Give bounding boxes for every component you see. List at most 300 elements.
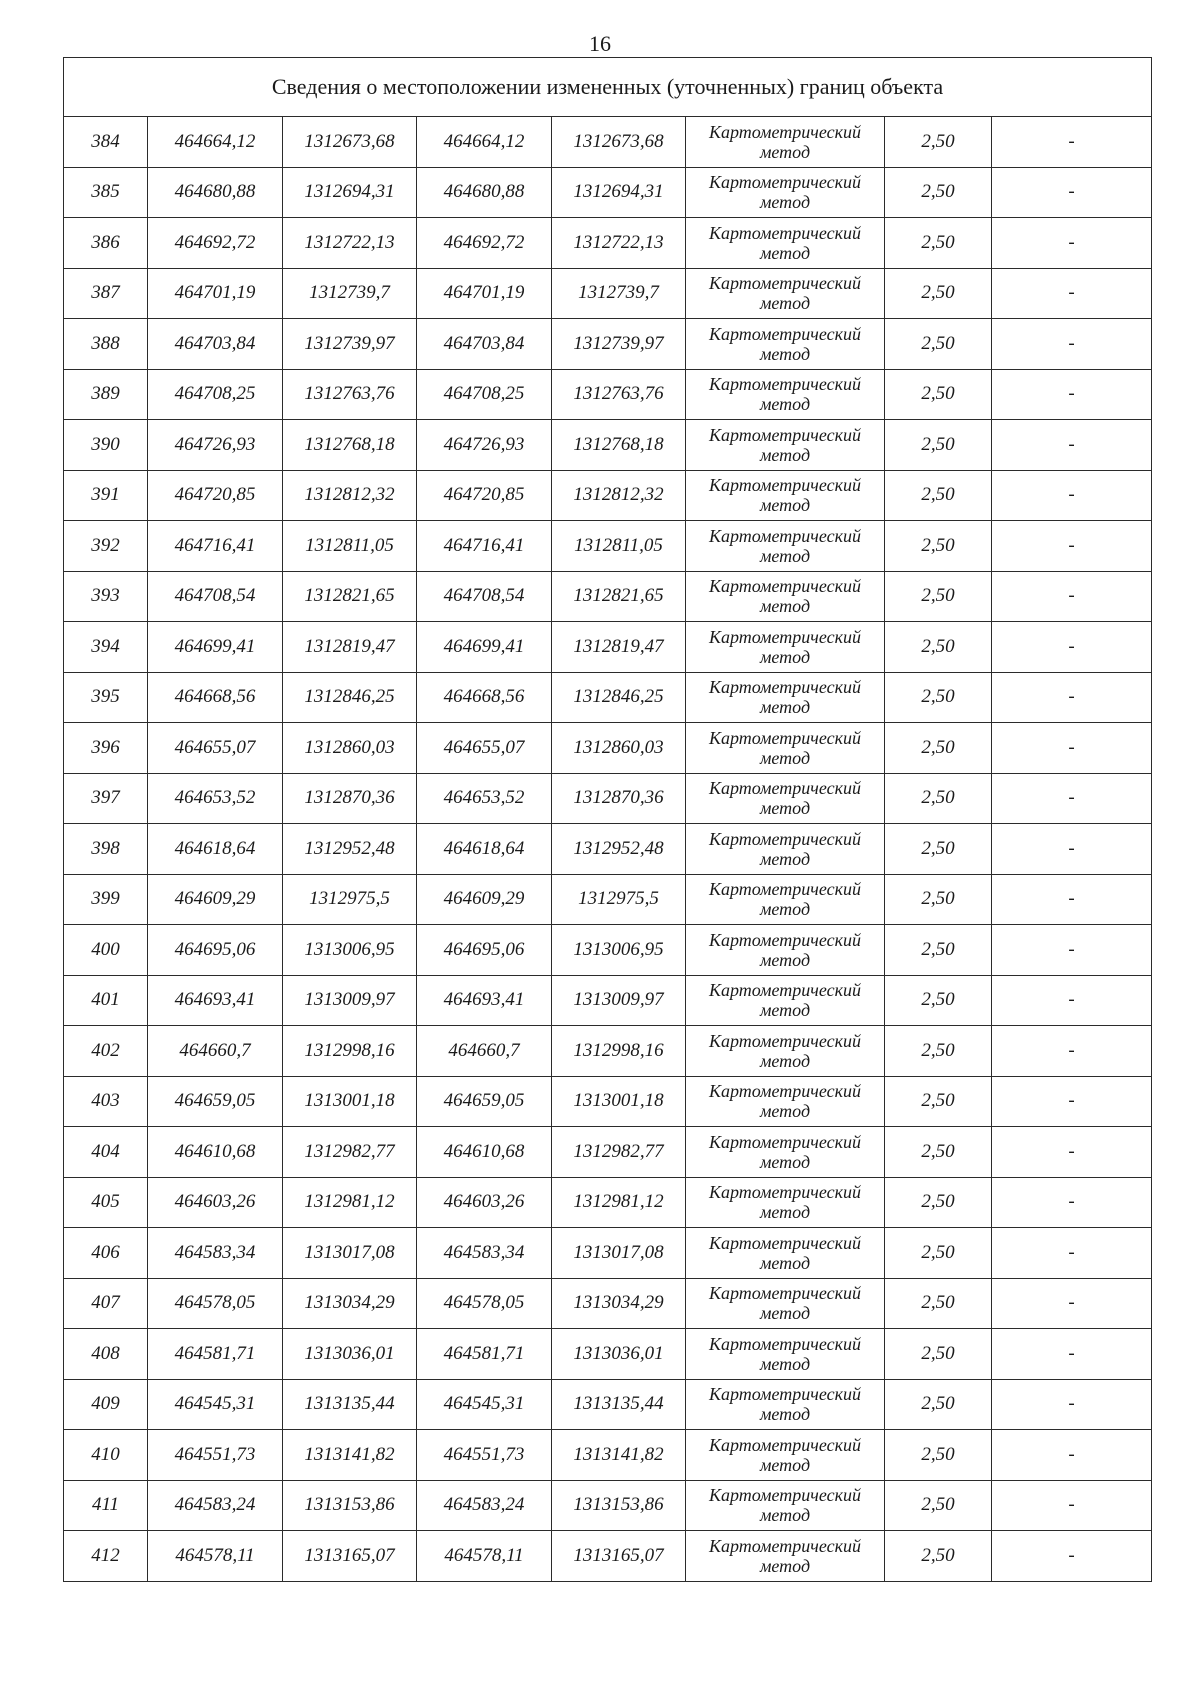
existing-y-cell: 1313036,01 [283, 1329, 417, 1380]
updated-y-cell: 1312952,48 [552, 824, 686, 875]
point-number-cell: 400 [64, 925, 148, 976]
updated-y-cell: 1312998,16 [552, 1026, 686, 1077]
method-cell [686, 824, 885, 875]
table-row [64, 470, 1152, 521]
note-cell: - [992, 1228, 1152, 1279]
updated-x-cell: 464695,06 [417, 925, 552, 976]
accuracy-cell: 2,50 [885, 420, 992, 471]
method-cell [686, 925, 885, 976]
method-line-1: Картометрический [708, 273, 861, 294]
note-cell: - [992, 167, 1152, 218]
existing-y-cell: 1312860,03 [283, 723, 417, 774]
updated-x-cell: 464610,68 [417, 1127, 552, 1178]
point-number-cell: 384 [64, 117, 148, 168]
existing-x-cell: 464653,52 [148, 773, 283, 824]
existing-x-cell: 464578,05 [148, 1278, 283, 1329]
table-row [64, 975, 1152, 1026]
table-row [64, 1480, 1152, 1531]
note-cell: - [992, 1076, 1152, 1127]
existing-y-cell: 1313006,95 [283, 925, 417, 976]
updated-y-cell: 1312975,5 [552, 874, 686, 925]
updated-x-cell: 464726,93 [417, 420, 552, 471]
note-cell: - [992, 1026, 1152, 1077]
existing-y-cell: 1312763,76 [283, 369, 417, 420]
note-cell: - [992, 622, 1152, 673]
existing-x-cell: 464545,31 [148, 1379, 283, 1430]
point-number-cell: 385 [64, 167, 148, 218]
accuracy-cell: 2,50 [885, 521, 992, 572]
updated-x-cell: 464680,88 [417, 167, 552, 218]
method-line-1: Картометрический [708, 828, 861, 849]
point-number-cell: 394 [64, 622, 148, 673]
updated-x-cell: 464668,56 [417, 672, 552, 723]
updated-y-cell: 1312811,05 [552, 521, 686, 572]
existing-y-cell: 1313009,97 [283, 975, 417, 1026]
existing-y-cell: 1312739,97 [283, 319, 417, 370]
point-number-cell: 402 [64, 1026, 148, 1077]
table-title: Сведения о местоположении измененных (уточненных) границ объекта [64, 58, 1152, 117]
accuracy-cell: 2,50 [885, 1480, 992, 1531]
method-line-2: метод [759, 1353, 811, 1374]
accuracy-cell: 2,50 [885, 1379, 992, 1430]
accuracy-cell: 2,50 [885, 1531, 992, 1582]
boundary-coordinates-table [63, 57, 1152, 1582]
method-line-2: метод [759, 697, 811, 718]
updated-x-cell: 464581,71 [417, 1329, 552, 1380]
updated-y-cell: 1312768,18 [552, 420, 686, 471]
table-row [64, 1430, 1152, 1481]
table-row [64, 672, 1152, 723]
updated-x-cell: 464716,41 [417, 521, 552, 572]
existing-x-cell: 464655,07 [148, 723, 283, 774]
point-number-cell: 388 [64, 319, 148, 370]
table-row [64, 167, 1152, 218]
updated-x-cell: 464699,41 [417, 622, 552, 673]
note-cell: - [992, 117, 1152, 168]
method-cell [686, 773, 885, 824]
method-cell [686, 218, 885, 269]
method-line-1: Картометрический [708, 121, 861, 142]
method-line-1: Картометрический [708, 424, 861, 445]
existing-x-cell: 464701,19 [148, 268, 283, 319]
updated-y-cell: 1313153,86 [552, 1480, 686, 1531]
updated-y-cell: 1312819,47 [552, 622, 686, 673]
method-line-1: Картометрический [708, 1232, 861, 1253]
updated-x-cell: 464653,52 [417, 773, 552, 824]
method-line-2: метод [759, 1505, 811, 1526]
existing-x-cell: 464578,11 [148, 1531, 283, 1582]
note-cell: - [992, 319, 1152, 370]
point-number-cell: 403 [64, 1076, 148, 1127]
table-row [64, 369, 1152, 420]
point-number-cell: 387 [64, 268, 148, 319]
method-cell [686, 470, 885, 521]
existing-y-cell: 1312975,5 [283, 874, 417, 925]
existing-y-cell: 1313001,18 [283, 1076, 417, 1127]
note-cell: - [992, 1177, 1152, 1228]
table-row [64, 1127, 1152, 1178]
note-cell: - [992, 470, 1152, 521]
updated-x-cell: 464693,41 [417, 975, 552, 1026]
method-cell [686, 420, 885, 471]
method-line-1: Картометрический [708, 525, 861, 546]
table-row [64, 723, 1152, 774]
table-row [64, 521, 1152, 572]
point-number-cell: 390 [64, 420, 148, 471]
method-line-1: Картометрический [708, 727, 861, 748]
point-number-cell: 404 [64, 1127, 148, 1178]
updated-y-cell: 1312694,31 [552, 167, 686, 218]
table-body [64, 117, 1152, 1582]
method-line-2: метод [759, 1404, 811, 1425]
accuracy-cell: 2,50 [885, 1329, 992, 1380]
updated-y-cell: 1312870,36 [552, 773, 686, 824]
method-cell [686, 167, 885, 218]
existing-y-cell: 1312812,32 [283, 470, 417, 521]
accuracy-cell: 2,50 [885, 1076, 992, 1127]
accuracy-cell: 2,50 [885, 470, 992, 521]
existing-y-cell: 1313034,29 [283, 1278, 417, 1329]
existing-y-cell: 1313141,82 [283, 1430, 417, 1481]
existing-x-cell: 464551,73 [148, 1430, 283, 1481]
updated-y-cell: 1313001,18 [552, 1076, 686, 1127]
updated-y-cell: 1313034,29 [552, 1278, 686, 1329]
accuracy-cell: 2,50 [885, 268, 992, 319]
updated-x-cell: 464664,12 [417, 117, 552, 168]
accuracy-cell: 2,50 [885, 773, 992, 824]
method-line-2: метод [759, 949, 811, 970]
existing-x-cell: 464680,88 [148, 167, 283, 218]
updated-x-cell: 464655,07 [417, 723, 552, 774]
updated-x-cell: 464703,84 [417, 319, 552, 370]
method-line-2: метод [759, 1202, 811, 1223]
updated-x-cell: 464551,73 [417, 1430, 552, 1481]
method-line-1: Картометрический [708, 626, 861, 647]
existing-x-cell: 464618,64 [148, 824, 283, 875]
table-row [64, 319, 1152, 370]
updated-y-cell: 1313036,01 [552, 1329, 686, 1380]
accuracy-cell: 2,50 [885, 1127, 992, 1178]
method-cell [686, 672, 885, 723]
existing-x-cell: 464660,7 [148, 1026, 283, 1077]
method-line-2: метод [759, 1050, 811, 1071]
existing-y-cell: 1312982,77 [283, 1127, 417, 1178]
method-cell [686, 622, 885, 673]
method-line-1: Картометрический [708, 929, 861, 950]
method-line-1: Картометрический [708, 1434, 861, 1455]
method-cell [686, 1026, 885, 1077]
method-line-2: метод [759, 1000, 811, 1021]
method-line-1: Картометрический [708, 1030, 861, 1051]
existing-y-cell: 1312846,25 [283, 672, 417, 723]
existing-x-cell: 464708,54 [148, 571, 283, 622]
point-number-cell: 392 [64, 521, 148, 572]
note-cell: - [992, 1379, 1152, 1430]
updated-y-cell: 1312860,03 [552, 723, 686, 774]
method-line-2: метод [759, 1555, 811, 1576]
updated-x-cell: 464545,31 [417, 1379, 552, 1430]
existing-y-cell: 1312981,12 [283, 1177, 417, 1228]
updated-y-cell: 1313006,95 [552, 925, 686, 976]
note-cell: - [992, 1278, 1152, 1329]
updated-y-cell: 1312739,7 [552, 268, 686, 319]
method-line-2: метод [759, 798, 811, 819]
existing-y-cell: 1312821,65 [283, 571, 417, 622]
method-cell [686, 874, 885, 925]
method-line-2: метод [759, 747, 811, 768]
method-line-1: Картометрический [708, 1333, 861, 1354]
existing-x-cell: 464695,06 [148, 925, 283, 976]
method-line-2: метод [759, 1303, 811, 1324]
existing-y-cell: 1313153,86 [283, 1480, 417, 1531]
method-cell [686, 1228, 885, 1279]
existing-y-cell: 1312673,68 [283, 117, 417, 168]
note-cell: - [992, 723, 1152, 774]
method-line-1: Картометрический [708, 1182, 861, 1203]
method-line-1: Картометрический [708, 778, 861, 799]
note-cell: - [992, 975, 1152, 1026]
note-cell: - [992, 420, 1152, 471]
note-cell: - [992, 1329, 1152, 1380]
table-row [64, 1278, 1152, 1329]
method-line-1: Картометрический [708, 222, 861, 243]
point-number-cell: 396 [64, 723, 148, 774]
accuracy-cell: 2,50 [885, 925, 992, 976]
table-row [64, 1076, 1152, 1127]
point-number-cell: 391 [64, 470, 148, 521]
updated-y-cell: 1312982,77 [552, 1127, 686, 1178]
method-cell [686, 1379, 885, 1430]
page-number: 16 [589, 31, 611, 56]
updated-y-cell: 1312846,25 [552, 672, 686, 723]
accuracy-cell: 2,50 [885, 117, 992, 168]
point-number-cell: 406 [64, 1228, 148, 1279]
method-cell [686, 1531, 885, 1582]
method-cell [686, 1329, 885, 1380]
method-line-2: метод [759, 343, 811, 364]
existing-y-cell: 1313165,07 [283, 1531, 417, 1582]
existing-x-cell: 464583,34 [148, 1228, 283, 1279]
method-cell [686, 1177, 885, 1228]
accuracy-cell: 2,50 [885, 218, 992, 269]
existing-x-cell: 464708,25 [148, 369, 283, 420]
accuracy-cell: 2,50 [885, 167, 992, 218]
table-row [64, 1379, 1152, 1430]
method-line-2: метод [759, 1252, 811, 1273]
existing-y-cell: 1313017,08 [283, 1228, 417, 1279]
updated-x-cell: 464603,26 [417, 1177, 552, 1228]
table-row [64, 571, 1152, 622]
updated-x-cell: 464660,7 [417, 1026, 552, 1077]
method-cell [686, 571, 885, 622]
table-row [64, 925, 1152, 976]
accuracy-cell: 2,50 [885, 369, 992, 420]
existing-x-cell: 464699,41 [148, 622, 283, 673]
point-number-cell: 397 [64, 773, 148, 824]
point-number-cell: 410 [64, 1430, 148, 1481]
updated-x-cell: 464708,25 [417, 369, 552, 420]
updated-x-cell: 464692,72 [417, 218, 552, 269]
method-line-1: Картометрический [708, 475, 861, 496]
updated-y-cell: 1312673,68 [552, 117, 686, 168]
existing-x-cell: 464693,41 [148, 975, 283, 1026]
updated-x-cell: 464708,54 [417, 571, 552, 622]
existing-x-cell: 464664,12 [148, 117, 283, 168]
method-line-1: Картометрический [708, 374, 861, 395]
updated-y-cell: 1313135,44 [552, 1379, 686, 1430]
table-row [64, 1177, 1152, 1228]
method-line-2: метод [759, 293, 811, 314]
method-cell [686, 1076, 885, 1127]
point-number-cell: 395 [64, 672, 148, 723]
existing-x-cell: 464609,29 [148, 874, 283, 925]
updated-y-cell: 1313165,07 [552, 1531, 686, 1582]
method-cell [686, 521, 885, 572]
table-row [64, 622, 1152, 673]
note-cell: - [992, 824, 1152, 875]
method-line-1: Картометрический [708, 1081, 861, 1102]
point-number-cell: 409 [64, 1379, 148, 1430]
note-cell: - [992, 369, 1152, 420]
existing-x-cell: 464659,05 [148, 1076, 283, 1127]
point-number-cell: 405 [64, 1177, 148, 1228]
updated-x-cell: 464701,19 [417, 268, 552, 319]
accuracy-cell: 2,50 [885, 1228, 992, 1279]
method-line-2: метод [759, 444, 811, 465]
table-row [64, 1329, 1152, 1380]
point-number-cell: 386 [64, 218, 148, 269]
method-line-1: Картометрический [708, 879, 861, 900]
accuracy-cell: 2,50 [885, 622, 992, 673]
point-number-cell: 389 [64, 369, 148, 420]
updated-x-cell: 464578,05 [417, 1278, 552, 1329]
accuracy-cell: 2,50 [885, 723, 992, 774]
accuracy-cell: 2,50 [885, 1278, 992, 1329]
accuracy-cell: 2,50 [885, 1177, 992, 1228]
existing-y-cell: 1312819,47 [283, 622, 417, 673]
accuracy-cell: 2,50 [885, 571, 992, 622]
updated-y-cell: 1312812,32 [552, 470, 686, 521]
note-cell: - [992, 874, 1152, 925]
table-row [64, 824, 1152, 875]
existing-y-cell: 1312722,13 [283, 218, 417, 269]
method-line-2: метод [759, 1101, 811, 1122]
method-cell [686, 975, 885, 1026]
updated-x-cell: 464578,11 [417, 1531, 552, 1582]
updated-y-cell: 1313141,82 [552, 1430, 686, 1481]
updated-x-cell: 464618,64 [417, 824, 552, 875]
table-row [64, 773, 1152, 824]
updated-y-cell: 1313009,97 [552, 975, 686, 1026]
method-line-2: метод [759, 596, 811, 617]
accuracy-cell: 2,50 [885, 672, 992, 723]
method-cell [686, 1278, 885, 1329]
updated-x-cell: 464609,29 [417, 874, 552, 925]
existing-y-cell: 1312870,36 [283, 773, 417, 824]
method-cell [686, 319, 885, 370]
existing-x-cell: 464581,71 [148, 1329, 283, 1380]
updated-y-cell: 1312821,65 [552, 571, 686, 622]
method-line-1: Картометрический [708, 1384, 861, 1405]
point-number-cell: 399 [64, 874, 148, 925]
existing-x-cell: 464726,93 [148, 420, 283, 471]
updated-y-cell: 1312981,12 [552, 1177, 686, 1228]
method-cell [686, 1127, 885, 1178]
method-cell [686, 268, 885, 319]
method-line-1: Картометрический [708, 172, 861, 193]
method-line-2: метод [759, 394, 811, 415]
method-line-1: Картометрический [708, 980, 861, 1001]
method-line-2: метод [759, 1151, 811, 1172]
method-line-2: метод [759, 242, 811, 263]
point-number-cell: 412 [64, 1531, 148, 1582]
existing-y-cell: 1313135,44 [283, 1379, 417, 1430]
note-cell: - [992, 1127, 1152, 1178]
point-number-cell: 407 [64, 1278, 148, 1329]
method-line-2: метод [759, 646, 811, 667]
updated-y-cell: 1312722,13 [552, 218, 686, 269]
table-row [64, 218, 1152, 269]
note-cell: - [992, 773, 1152, 824]
existing-x-cell: 464603,26 [148, 1177, 283, 1228]
table-row [64, 420, 1152, 471]
updated-y-cell: 1312763,76 [552, 369, 686, 420]
table-header-row [64, 58, 1152, 117]
method-cell [686, 369, 885, 420]
existing-y-cell: 1312739,7 [283, 268, 417, 319]
accuracy-cell: 2,50 [885, 975, 992, 1026]
existing-x-cell: 464692,72 [148, 218, 283, 269]
method-cell [686, 1430, 885, 1481]
point-number-cell: 393 [64, 571, 148, 622]
updated-y-cell: 1313017,08 [552, 1228, 686, 1279]
method-line-1: Картометрический [708, 576, 861, 597]
table-row [64, 1228, 1152, 1279]
existing-x-cell: 464668,56 [148, 672, 283, 723]
point-number-cell: 411 [64, 1480, 148, 1531]
existing-x-cell: 464610,68 [148, 1127, 283, 1178]
method-line-2: метод [759, 141, 811, 162]
table-row [64, 1026, 1152, 1077]
updated-y-cell: 1312739,97 [552, 319, 686, 370]
method-cell [686, 117, 885, 168]
table-row [64, 117, 1152, 168]
note-cell: - [992, 268, 1152, 319]
method-line-2: метод [759, 899, 811, 920]
method-line-2: метод [759, 1454, 811, 1475]
existing-x-cell: 464703,84 [148, 319, 283, 370]
existing-y-cell: 1312694,31 [283, 167, 417, 218]
method-line-1: Картометрический [708, 1485, 861, 1506]
updated-x-cell: 464659,05 [417, 1076, 552, 1127]
method-line-2: метод [759, 495, 811, 516]
note-cell: - [992, 571, 1152, 622]
existing-y-cell: 1312952,48 [283, 824, 417, 875]
note-cell: - [992, 1430, 1152, 1481]
note-cell: - [992, 1480, 1152, 1531]
method-cell [686, 723, 885, 774]
table-row [64, 268, 1152, 319]
accuracy-cell: 2,50 [885, 319, 992, 370]
method-line-2: метод [759, 848, 811, 869]
existing-y-cell: 1312998,16 [283, 1026, 417, 1077]
note-cell: - [992, 925, 1152, 976]
accuracy-cell: 2,50 [885, 874, 992, 925]
existing-x-cell: 464716,41 [148, 521, 283, 572]
method-line-2: метод [759, 545, 811, 566]
point-number-cell: 401 [64, 975, 148, 1026]
method-line-2: метод [759, 192, 811, 213]
